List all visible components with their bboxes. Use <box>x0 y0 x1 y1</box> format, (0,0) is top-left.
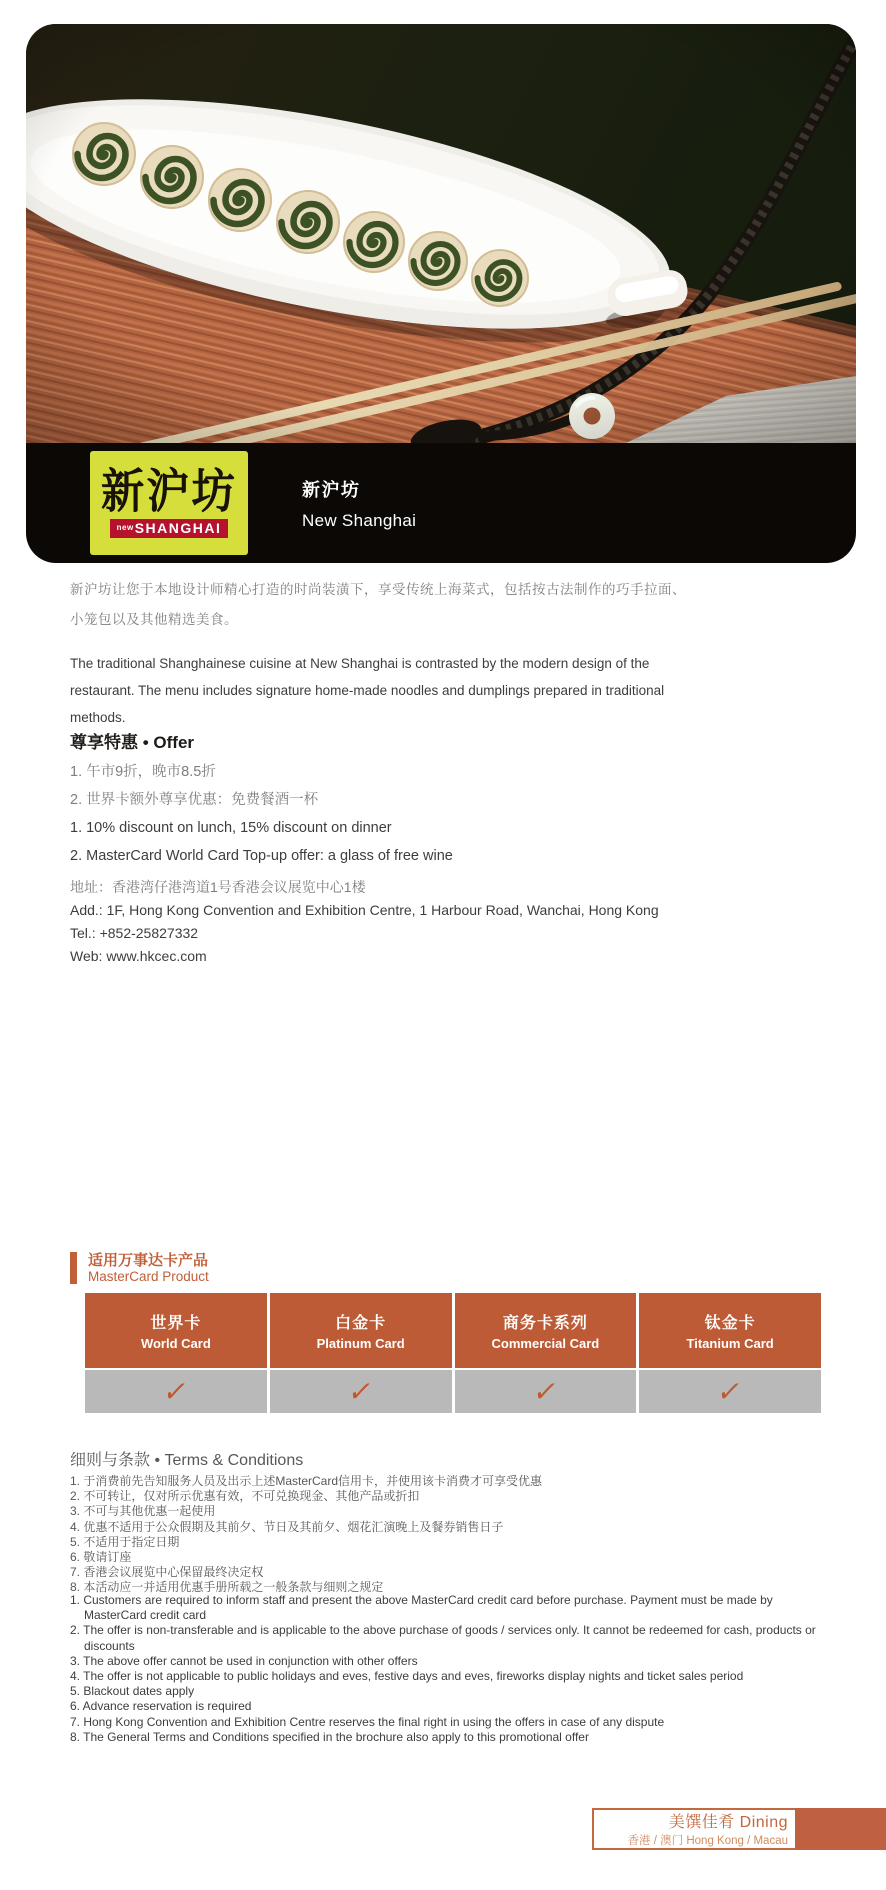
restaurant-name-en: New Shanghai <box>302 510 417 530</box>
terms-heading: 细则与条款 • Terms & Conditions <box>70 1452 304 1469</box>
check-icon: ✓ <box>345 1375 376 1407</box>
card-name-zh: 白金卡 <box>335 1315 387 1332</box>
card-name-en: Titanium Card <box>686 1336 774 1351</box>
terms-item: 1. Customers are required to inform staff and present the above MasterCard credit card before purchase. Payment must be made by MasterCard credit card <box>70 1593 773 1623</box>
restaurant-name-zh: 新沪坊 <box>302 479 361 500</box>
card-header-row <box>85 1293 821 1368</box>
website: Web: www.hkcec.com <box>70 948 207 964</box>
check-cell-titanium <box>639 1370 821 1413</box>
check-icon: ✓ <box>530 1375 561 1407</box>
check-cell-platinum <box>270 1370 452 1413</box>
title-bar <box>26 443 856 563</box>
card-name-en: World Card <box>140 1336 211 1351</box>
card-check-row <box>85 1370 821 1413</box>
mastercard-product-heading <box>70 1252 209 1285</box>
logo-characters: 新沪坊 <box>101 464 237 518</box>
terms-item: 1. 于消费前先告知服务人员及出示上述MasterCard信用卡，并使用该卡消费才可享受优惠 <box>70 1474 543 1488</box>
section-label-band <box>795 1808 886 1850</box>
offer-list-en <box>70 814 453 870</box>
dish-photo <box>26 24 856 443</box>
card-name-en: Platinum Card <box>316 1336 405 1351</box>
card-acceptance-table <box>85 1293 821 1413</box>
address-en: Add.: 1F, Hong Kong Convention and Exhibition Centre, 1 Harbour Road, Wanchai, Hong Kong <box>70 902 659 918</box>
check-icon: ✓ <box>715 1375 746 1407</box>
address-zh: 地址：香港湾仔港湾道1号香港会议展览中心1楼 <box>70 879 366 895</box>
terms-item: 4. 优惠不适用于公众假期及其前夕、节日及其前夕、烟花汇演晚上及餐券销售日子 <box>70 1519 504 1534</box>
terms-item: 2. 不可转让，仅对所示优惠有效，不可兑换现金、其他产品或折扣 <box>70 1489 420 1504</box>
terms-list-zh <box>70 1474 820 1596</box>
terms-item: 3. 不可与其他优惠一起使用 <box>70 1504 216 1519</box>
terms-item: 5. Blackout dates apply <box>70 1684 195 1699</box>
accent-bar <box>70 1252 77 1284</box>
intro-paragraph-en: The traditional Shanghainese cuisine at New Shanghai is contrasted by the modern design of the restaurant. The menu includes signature home-made noodles and dumplings prepared in traditional methods. <box>70 656 665 725</box>
terms-item: 3. The above offer cannot be used in conjunction with other offers <box>70 1653 418 1668</box>
check-cell-world <box>85 1370 267 1413</box>
card-column-titanium <box>639 1293 821 1368</box>
card-name-en: Commercial Card <box>491 1336 600 1351</box>
section-label-box <box>592 1808 797 1850</box>
restaurant-card <box>26 24 856 563</box>
terms-item: 8. 本活动应一并适用优惠手册所载之一般条款与细则之规定 <box>70 1580 384 1595</box>
section-label-dining: 美馔佳肴 Dining <box>668 1814 788 1831</box>
terms-item: 2. The offer is non-transferable and is applicable to the above purchase of goods / services only. It cannot be redeemed for cash, products or discounts <box>70 1623 816 1653</box>
terms-item: 4. The offer is not applicable to public holidays and eves, festive days and eves, fireworks display nights and ticket sales period <box>70 1669 744 1684</box>
offer-item: 1. 午市9折，晚市8.5折 <box>70 764 216 780</box>
mastercard-heading-zh: 适用万事达卡产品 <box>88 1252 209 1269</box>
card-column-platinum <box>270 1293 452 1368</box>
card-name-zh: 商务卡系列 <box>502 1315 588 1332</box>
card-name-zh: 世界卡 <box>150 1315 202 1332</box>
intro-paragraph-zh: 新沪坊让您于本地设计师精心打造的时尚装潢下，享受传统上海菜式，包括按古法制作的巧手拉面、小笼包以及其他精选美食。 <box>70 582 686 627</box>
phone: Tel.: +852-25827332 <box>70 925 199 941</box>
terms-item: 7. 香港会议展览中心保留最终决定权 <box>70 1565 264 1580</box>
terms-list-en <box>70 1593 822 1745</box>
terms-item: 6. Advance reservation is required <box>70 1699 252 1714</box>
card-column-world <box>85 1293 267 1368</box>
mastercard-heading-en: MasterCard Product <box>88 1269 209 1284</box>
section-label-region: 香港 / 澳门 Hong Kong / Macau <box>627 1835 788 1847</box>
terms-item: 6. 敬请订座 <box>70 1550 132 1565</box>
logo-new-text: new <box>116 522 134 532</box>
terms-item: 5. 不适用于指定日期 <box>70 1534 180 1549</box>
logo-shanghai-text: SHANGHAI <box>134 519 222 536</box>
offer-list-zh <box>70 758 318 814</box>
check-cell-commercial <box>455 1370 637 1413</box>
dish-photo-art <box>26 24 856 443</box>
vignette <box>26 24 856 443</box>
offer-item: 1. 10% discount on lunch, 15% discount on dinner <box>70 820 392 836</box>
terms-item: 7. Hong Kong Convention and Exhibition Centre reserves the final right in using the offers in case of any dispute <box>70 1714 665 1729</box>
offer-item: 2. MasterCard World Card Top-up offer: a glass of free wine <box>70 848 453 864</box>
new-shanghai-logo <box>90 451 248 555</box>
logo-band <box>110 519 229 538</box>
check-icon: ✓ <box>160 1375 192 1407</box>
card-column-commercial <box>455 1293 637 1368</box>
terms-item: 8. The General Terms and Conditions specified in the brochure also apply to this promotional offer <box>70 1729 589 1744</box>
contact-block <box>70 876 659 968</box>
offer-item: 2. 世界卡额外尊享优惠：免费餐酒一杯 <box>70 792 319 808</box>
card-name-zh: 钛金卡 <box>704 1315 756 1332</box>
offer-heading: 尊享特惠 • Offer <box>70 733 195 752</box>
restaurant-names <box>302 476 416 531</box>
